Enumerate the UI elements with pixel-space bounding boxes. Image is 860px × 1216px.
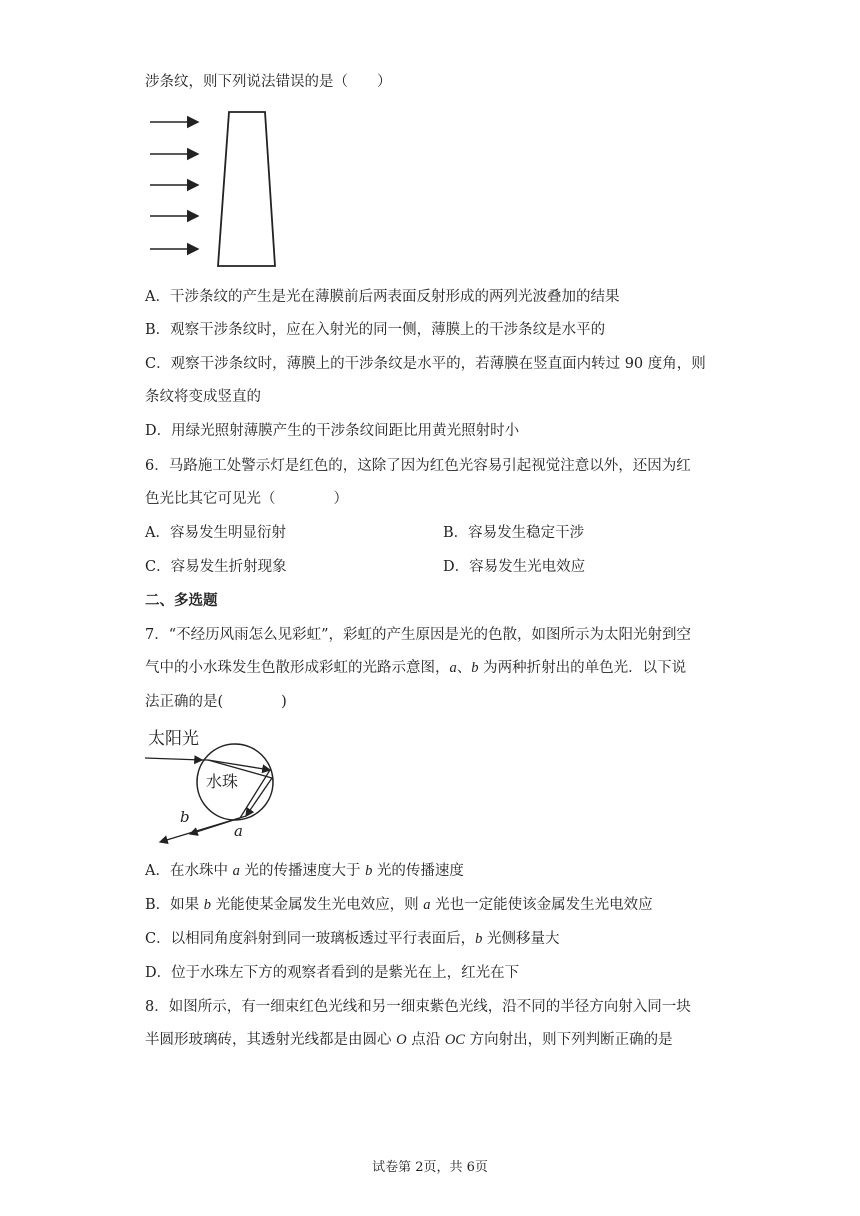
- option-text: 光的传播速度大于: [239, 863, 366, 879]
- q5-option-c-line2: 条纹将变成竖直的: [145, 389, 261, 405]
- var-a: a: [449, 660, 457, 676]
- q8-stem-text: 点沿: [406, 1032, 445, 1048]
- var-o: O: [396, 1032, 407, 1048]
- option-text: 光的传播速度: [372, 863, 464, 879]
- q7-option-b: [145, 895, 653, 915]
- q5-option-d: D．用绿光照射薄膜产生的干涉条纹间距比用黄光照射时小: [145, 423, 520, 439]
- reflected-ray: [240, 770, 270, 818]
- var-b: b: [475, 931, 483, 947]
- option-text: 光也一定能使该金属发生光电效应: [430, 897, 653, 913]
- var-oc: OC: [444, 1032, 465, 1048]
- q7-stem-text: 为两种折射出的单色光．以下说: [478, 660, 687, 676]
- ray-a-label: a: [234, 822, 243, 840]
- var-a: a: [423, 897, 431, 913]
- q6-option-d: D．容易发生光电效应: [443, 559, 586, 575]
- q7-stem-line2: [145, 658, 686, 678]
- q5-stem-tail: 涉条纹，则下列说法错误的是（ ）: [145, 74, 392, 90]
- option-text: A．在水珠中: [145, 863, 233, 879]
- q6-option-a: A．容易发生明显衍射: [145, 525, 286, 541]
- q7-option-a: [145, 861, 464, 881]
- var-b: b: [471, 660, 479, 676]
- option-text: B．如果: [145, 897, 204, 913]
- option-text: C．以相同角度斜射到同一玻璃板透过平行表面后，: [145, 931, 476, 947]
- option-text: 光侧移量大: [482, 931, 560, 947]
- q5-option-c-line1: C．观察干涉条纹时，薄膜上的干涉条纹是水平的，若薄膜在竖直面内转过 90 度角，则: [145, 356, 706, 372]
- section-title: 二、多选题: [145, 592, 218, 609]
- q7-option-c: [145, 929, 559, 949]
- ray-b-label: b: [180, 808, 190, 826]
- var-a: a: [232, 863, 240, 879]
- var-b: b: [365, 863, 373, 879]
- q8-stem-text: 半圆形玻璃砖，其透射光线都是由圆心: [145, 1032, 397, 1048]
- q6-option-c: C．容易发生折射现象: [145, 559, 287, 575]
- film-figure: [140, 104, 290, 274]
- q7-option-d: D．位于水珠左下方的观察者看到的是紫光在上，红光在下: [145, 965, 520, 981]
- q8-stem-line1: 8．如图所示，有一细束红色光线和另一细束紫色光线，沿不同的半径方向射入同一块: [145, 999, 691, 1015]
- sunlight-label: 太阳光: [148, 729, 199, 749]
- q5-option-b: B．观察干涉条纹时，应在入射光的同一侧，薄膜上的干涉条纹是水平的: [145, 322, 606, 338]
- droplet-label: 水珠: [206, 772, 239, 791]
- q7-stem-text: 气中的小水珠发生色散形成彩虹的光路示意图，: [145, 660, 450, 676]
- reflected-ray: [246, 778, 272, 816]
- droplet-figure: [140, 722, 290, 852]
- page-footer: 试卷第 2页，共 6页: [372, 1160, 488, 1175]
- q6-stem-line1: 6．马路施工处警示灯是红色的，这除了因为红色光容易引起视觉注意以外，还因为红: [145, 458, 691, 474]
- q7-stem-text: 、: [456, 660, 472, 676]
- q8-stem-text: 方向射出，则下列判断正确的是: [464, 1032, 673, 1048]
- var-b: b: [203, 897, 212, 913]
- q6-stem-line2: 色光比其它可见光（ ）: [145, 491, 348, 507]
- q8-stem-line2: [145, 1030, 673, 1050]
- option-text: 光能使某金属发生光电效应，则: [211, 897, 424, 913]
- q5-option-a: A．干涉条纹的产生是光在薄膜前后两表面反射形成的两列光波叠加的结果: [145, 289, 620, 305]
- wedge-film: [218, 112, 275, 266]
- q6-option-b: B．容易发生稳定干涉: [443, 525, 585, 541]
- q7-stem-line1: 7．“不经历风雨怎么见彩虹”，彩虹的产生原因是光的色散，如图所示为太阳光射到空: [145, 627, 692, 643]
- q7-stem-line3: 法正确的是( ): [145, 694, 287, 710]
- incident-ray: [145, 758, 202, 760]
